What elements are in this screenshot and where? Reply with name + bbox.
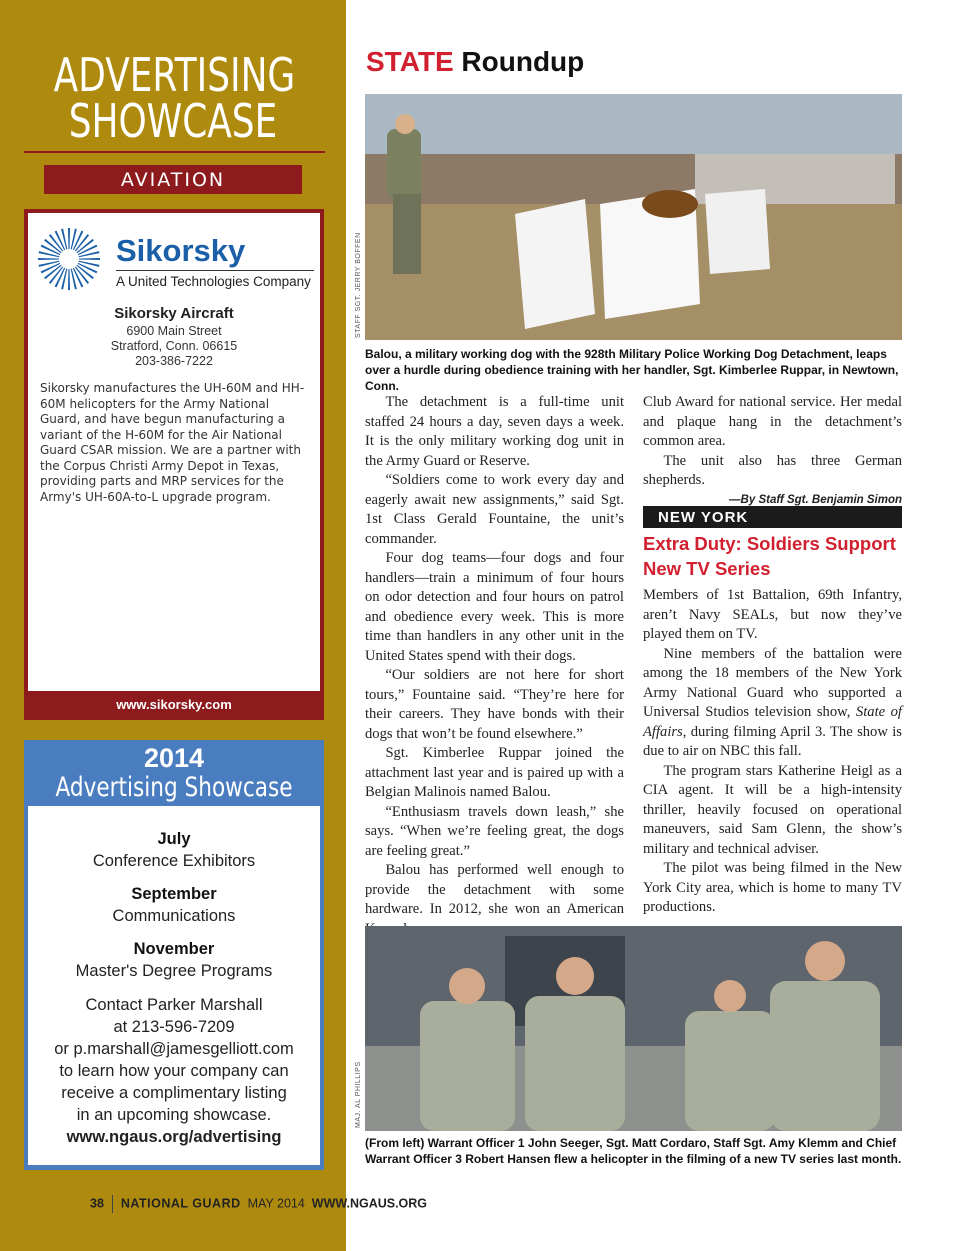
photo1-caption: Balou, a military working dog with the 928th Military Police Working Dog Detachment, leaps over a hurdle during obedience training with her handler, Sgt. Kimberlee Ruppar, in Newtown, Conn. (365, 347, 899, 393)
soldiers-helicopter-photo-illustration (365, 926, 902, 1131)
article-byline: —By Staff Sgt. Benjamin Simon (729, 493, 902, 506)
schedule-url-link[interactable]: www.ngaus.org/advertising (66, 1128, 282, 1146)
article-paragraph: “Enthusiasm travels down leash,” she says. “When we’re feeling great, the dogs are feeling great.” (365, 803, 624, 859)
state-label-new-york: NEW YORK (643, 506, 902, 528)
article-column-2 (643, 393, 902, 510)
article-paragraph: Club Award for national service. Her medal and plaque hang in the detachment’s common area. (643, 394, 902, 449)
showcase-schedule (24, 740, 324, 1170)
article-paragraph: The unit also has three German shepherds. (643, 452, 902, 488)
dog-training-photo-illustration (365, 94, 902, 340)
sikorsky-ad (24, 209, 324, 720)
section-title (366, 46, 584, 78)
brand-rule (116, 270, 314, 271)
page-footer (90, 1195, 427, 1213)
schedule-contact-line: in an upcoming showcase. (76, 1106, 272, 1124)
ny-article-body (643, 586, 902, 918)
ad-company-name: Sikorsky Aircraft (114, 305, 234, 322)
article-paragraph: Sgt. Kimberlee Ruppar joined the attachment last year and is paired up with a Belgian Malinois named Balou. (365, 745, 624, 800)
article-paragraph: The program stars Katherine Heigl as a CIA agent. It will be a high-intensity thriller, heavily focused on operational maneuvers, said Sam Glenn, the show’s military and technical adviser. (643, 762, 902, 857)
category-band: AVIATION (44, 165, 302, 194)
photo2-credit: MAJ. AL PHILLIPS (355, 1061, 362, 1128)
footer-divider (112, 1195, 113, 1213)
article-paragraph: The pilot was being filmed in the New York City area, which is home to many TV productions. (643, 860, 902, 915)
ad-address-line1: 6900 Main Street (126, 324, 222, 338)
schedule-topic: Communications (112, 907, 236, 925)
article-text: , during filming April 3. The show is due to air on NBC this fall. (643, 723, 902, 759)
article-paragraph (643, 645, 902, 762)
schedule-contact-line: to learn how your company can (59, 1062, 289, 1080)
article-paragraph: Balou has performed well enough to provide the detachment with some hardware. In 2012, she won an American (365, 862, 624, 917)
schedule-month: July (157, 830, 191, 848)
schedule-topic: Master's Degree Programs (75, 962, 273, 980)
photo1-credit: STAFF SGT. JERRY BOFFEN (355, 232, 362, 338)
ad-tagline: A United Technologies Company (116, 274, 311, 289)
article-paragraph: “Soldiers come to work every day and eagerly await new assignments,” said Sgt. 1st Class Gerald Fountaine, the unit’s commander. (365, 472, 624, 547)
article-paragraph: Members of 1st Battalion, 69th Infantry, aren’t Navy SEALs, but now they’ve played them on TV. (643, 587, 902, 642)
ad-description: Sikorsky manufactures the UH-60M and HH-60M helicopters for the Army National Guard, and have begun manufacturing a variant of the H-60M for the Air National Guard CSAR mission. We are a partner with the Corpus Christi Army Depot in Texas, providing parts and MRP services for the Army's UH-60A-to-L upgrade program. (40, 381, 305, 504)
schedule-contact-line: at 213-596-7209 (113, 1018, 235, 1036)
ad-brand-name: Sikorsky (116, 233, 246, 268)
schedule-year: 2014 (143, 743, 205, 773)
article-text: Nine members of the battalion were among the 18 members of the New York Army National Guard who supported a Universal Studios television show, (643, 645, 902, 720)
soldiers-helicopter-photo (365, 926, 902, 1131)
footer-url[interactable]: WWW.NGAUS.ORG (311, 1196, 428, 1211)
page-number: 38 (90, 1196, 104, 1211)
title-divider (24, 151, 325, 153)
ny-headline: Extra Duty: Soldiers Support New TV Series (643, 533, 896, 579)
issue-date: MAY 2014 (247, 1196, 305, 1211)
showcase-title (53, 48, 296, 148)
showcase-title-line2: SHOWCASE (68, 94, 278, 148)
photo2-caption: (From left) Warrant Officer 1 John Seeger, Sgt. Matt Cordaro, Staff Sgt. Amy Klemm and Chief Warrant Officer 3 Robert Hansen flew a helicopter in the filming of a new TV series last month. (365, 1136, 902, 1166)
schedule-contact-email[interactable]: or p.marshall@jamesgelliott.com (54, 1040, 294, 1058)
sikorsky-ad-body (28, 213, 320, 691)
article-paragraph: The detachment is a full-time unit staffed 24 hours a day, seven days a week. It is the only military working dog unit in the Army Guard or Reserve. (365, 394, 624, 469)
section-title-roundup: Roundup (461, 46, 585, 77)
ad-phone: 203-386-7222 (135, 354, 213, 368)
ad-address-line2: Stratford, Conn. 06615 (110, 339, 238, 353)
ad-website-link[interactable]: www.sikorsky.com (116, 697, 232, 712)
magazine-name: NATIONAL GUARD (120, 1196, 241, 1211)
schedule-title: Advertising Showcase (55, 772, 293, 803)
article-column-1 (365, 393, 624, 939)
dog-training-photo (365, 94, 902, 340)
schedule-contact-line: Contact Parker Marshall (85, 996, 263, 1014)
schedule-topic: Conference Exhibitors (92, 852, 256, 870)
sikorsky-sunburst-logo-icon (37, 227, 101, 291)
schedule-month: November (133, 940, 215, 958)
schedule-body (28, 806, 320, 1165)
article-paragraph: Four dog teams—four dogs and four handlers—train a minimum of four hours on odor detection and four hours on patrol and obedience every week. This is more time than handlers in any other unit in the United States spend with their dogs. (365, 550, 624, 664)
article-paragraph: “Our soldiers are not here for short tours,” Fountaine said. “They’re here for their careers. They have bonds with their dogs that won’t be found elsewhere.” (365, 667, 624, 742)
schedule-contact-line: receive a complimentary listing (61, 1084, 287, 1102)
section-title-state: STATE (366, 46, 454, 77)
show-title: State of Affairs (643, 704, 902, 740)
showcase-title-line1: ADVERTISING (53, 48, 296, 102)
schedule-month: September (131, 885, 217, 903)
